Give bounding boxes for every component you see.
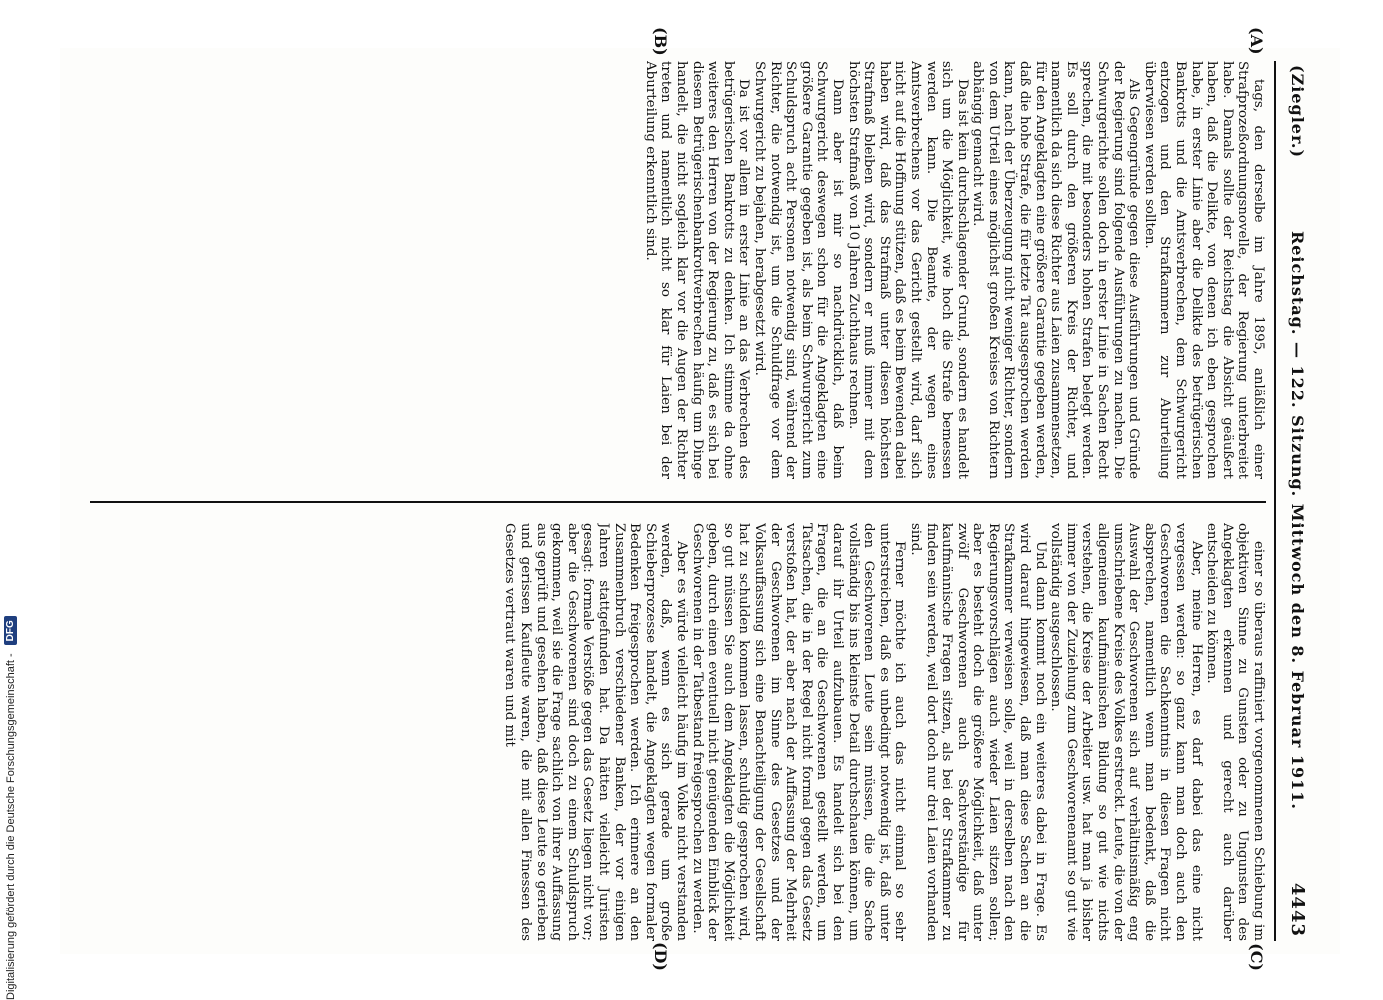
credit-text: Digitalisierung gefördert durch die Deutsche Forschungsgemeinschaft - (4, 653, 17, 1000)
paragraph: Aber es würde vielleicht häufig im Volke nicht verstanden werden, daß, wenn es sich gerade um große Schieberprozesse handelt, die Angeklagten wegen formaler Bedenken freigesprochen werden. Ich erinnere an den Zusammenbruch verschiedener Banken, der vor einigen Jahren stattgefunden hat. Da hätten vielleicht Juristen gesagt: formale Verstöße gegen das Gesetz liegen nicht vor; aber die Geschworenen sind doch zu einem Schuldspruch gekommen, weil sie die Frage sachlich von ihrer Auffassung aus geprüft und gesehen haben, daß diese Leute so gerieben und gerissen Kaufleute waren, die mit allen Finessen des Gesetzes vertraut waren und mit (502, 523, 690, 941)
dfg-logo-icon: DFG (4, 616, 17, 645)
paragraph: Da ist vor allem in erster Linie an das Verbrechen des betrügerischen Bankrotts zu denken. Ich stimme da ohne weiteres den Herren von der Regierung zu, daß es sich bei diesem Betrügerischenbankrottverbrechen häufig um Dinge handelt, die nicht sogleich klar vor die Augen der Richter treten und namentlich nicht so klar für Laien bei der Aburteilung erkenntlich sind. (642, 61, 752, 479)
left-column (90, 61, 1266, 479)
paragraph: Ferner möchte ich auch das nicht einmal so sehr unterstreichen, daß es unbedingt notwendig ist, daß unter den Geschworenen Leute sein müssen, die die Sache vollständig bis ins kleinste Detail durchschauen können, um darauf ihr Urteil aufzubauen. Es handelt sich bei den Fragen, die an die Geschworenen gestellt werden, um Tatsachen, die in der Regel nicht formal gegen das Gesetz verstoßen hat, der aber nach der Auffassung der Mehrheit der Geschworenen im Sinne des Gesetzes und der Volksauffassung sich eine Benachteiligung der Gesellschaft hat zu schulden kommen lassen, schuldig gesprochen wird, so gut müssen Sie auch dem Angeklagten die Möglichkeit geben, durch einen eventuell nicht genügenden Einblick der Geschworenen in der Tatbestand freigesprochen zu werden. (689, 523, 908, 941)
paragraph: Das ist kein durchschlagender Grund, sondern es handelt sich um die Möglichkeit, wie hoch die Strafe bemessen werden kann. Die Beamte, der wegen eines Amtsverbrechens vor das Gericht gestellt wird, darf sich nicht auf die Hoffnung stützen, daß es beim Bewenden dabei haben wird, daß das Strafmaß unter diesen höchsten Strafmaß bleiben wird, sondern er muß immer mit dem höchsten Strafmaß von 10 Jahren Zuchthaus rechnen. (845, 61, 970, 479)
digitization-credit (4, 10, 17, 1000)
margin-letter-c: (C) (1247, 943, 1266, 971)
running-header (1274, 61, 1320, 941)
paragraph: einer so überaus raffiniert vorgenommenen Schiebung im objektiven Sinne zu Gunsten oder zu Ungunsten des Angeklagten erkennen und gerecht auch darüber entscheiden zu können. (1204, 523, 1266, 941)
paragraph: Aber, meine Herren, es darf dabei das eine nicht vergessen werden: so ganz kann man doch auch den Geschworenen die Sachkenntnis in diesen Fragen nicht absprechen, namentlich wenn man bedenkt, daß die Auswahl der Geschworenen sich auf verhältnismäßig eng umschriebene Kreise des Volkes erstreckt. Leute, die von der allgemeinen kaufmännischen Bildung so gut wie nichts verstehen, die Kreise der Arbeiter usw. hat man ja bisher immer von der Zuziehung zum Geschworenenamt so gut wie vollständig ausgeschlossen. (1048, 523, 1204, 941)
paragraph: Dann aber ist mir so nachdrücklich, daß beim Schwurgericht deswegen schon für die Angeklagten eine größere Garantie gegeben ist, als beim Schwurgericht zum Schuldspruch acht Personen notwendig sind, während der Richter, die notwendig ist, um die Schuldfrage vor dem Schwurgericht zu bejahen, herabgesetzt wird. (752, 61, 845, 479)
margin-letter-b: (B) (651, 27, 670, 56)
column-divider (90, 501, 1266, 503)
paragraph: Als Gegengründe gegen diese Ausführungen und Gründe der Regierung sind folgende Ausführungen zu machen. Die Schwurgerichte sollen doch in erster Linie in Sachen Recht sprechen, die mit besonders hohen Strafen belegt werden. Es soll durch den größeren Kreis der Richter, und namentlich da sich diese Richter aus Laien zusammensetzen, für den Angeklagten eine größere Garantie gegeben werden, daß die hohe Strafe, die für letzte Tat ausgesprochen werden kann, nach der Überzeugung nicht weniger Richter, sondern von dem Urteil eines möglichst großen Kreises von Richtern abhängig gemacht wird. (970, 61, 1142, 479)
session-title: Reichstag. — 122. Sitzung. Mittwoch den 8. Februar 1911. (1288, 230, 1308, 810)
right-column (90, 523, 1266, 941)
page-number: 4443 (1287, 882, 1309, 937)
speaker-name: (Ziegler.) (1288, 65, 1308, 159)
margin-letter-d: (D) (651, 941, 670, 971)
scanned-page (60, 27, 1340, 971)
paragraph: tags, den derselbe im Jahre 1895, anläßlich einer Strafprozeßordnungsnovelle, der Regierung unterbreitet habe. Damals sollte der Reichstag die Absicht geäußert haben, daß die Delikte, von denen ich eben gesprochen habe, in erster Linie aber die Delikte des betrügerischen Bankrotts und die Amtsverbrechen, dem Schwurgericht entzogen und den Strafkammern zur Aburteilung überwiesen werden sollten. (1141, 61, 1266, 479)
newspaper-sheet (80, 27, 1320, 971)
margin-letter-a: (A) (1247, 27, 1266, 55)
paragraph: Und dann kommt noch ein weiteres dabei in Frage. Es wird darauf hingewiesen, daß man diese Sachen an die Strafkammer verweisen solle, weil in derselben nach den Regierungsvorschlägen auch wieder Laien sitzen sollen; aber es besteht doch die größere Möglichkeit, daß unter zwölf Geschworenen auch Sachverständige für kaufmännische Fragen sitzen, als bei der Strafkammer zu finden sein werden, weil dort doch nur drei Laien vorhanden sind. (907, 523, 1048, 941)
